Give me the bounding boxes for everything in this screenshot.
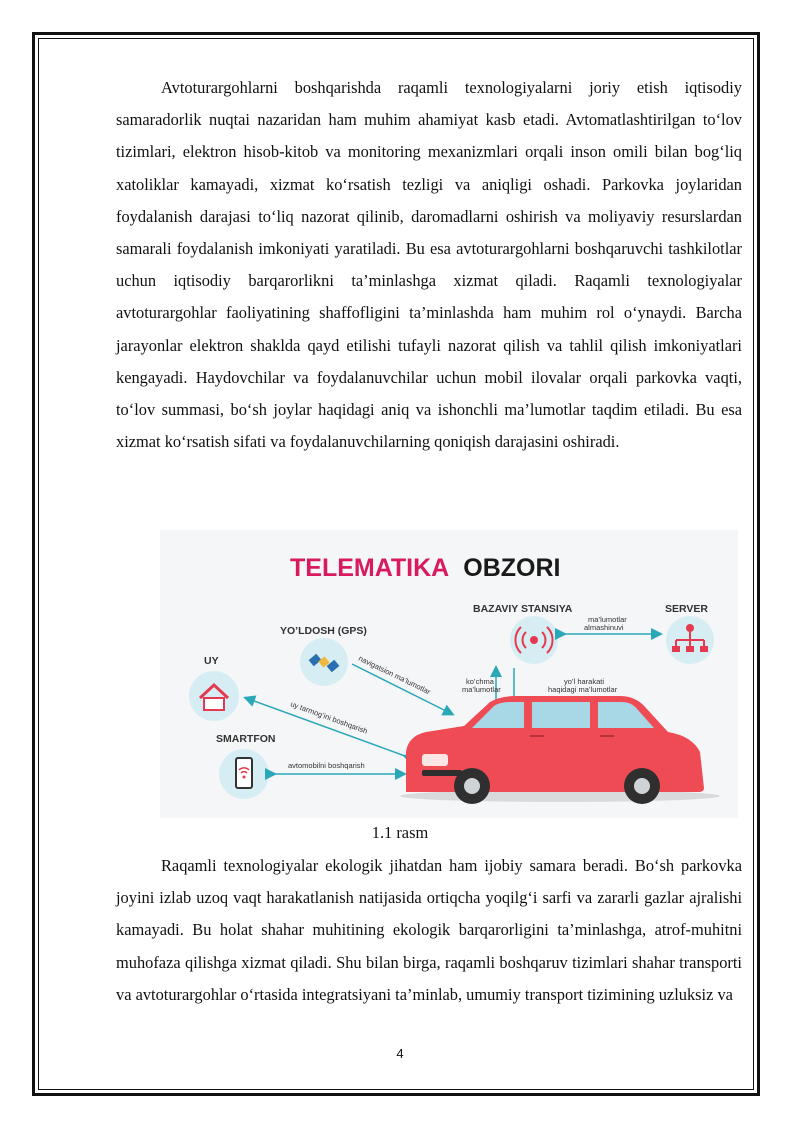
- gps-label: YO’LDOSH (GPS): [280, 625, 367, 637]
- paragraph-1: Avtoturargohlarni boshqarishda raqamli texnologiyalarni joriy etish iqtisodiy samaradorlik nuqtai nazaridan ham muhim ahamiyat kasb etadi. Avtomatlashtirilgan to‘lov tizimlari, elektron hisob-kitob va monitoring mexanizmlari orqali inson omili bilan bog‘liq xatoliklar kamayadi, xizmat ko‘rsatish tezligi va aniqligi oshadi. Parkovka joylaridan foydalanish darajasi to‘liq nazorat qilinib, daromadlarni oshirish va moliyaviy resurslardan samarali foydalanish imkoniyati yaratiladi. Bu esa avtoturargohlarni boshqaruvchi tashkilotlar uchun iqtisodiy barqarorlikni ta’minlashga xizmat qiladi. Raqamli texnologiyalar avtoturargohlar faoliyatining shaffofligini ta’minlashda ham muhim rol o‘ynaydi. Barcha jarayonlar elektron shaklda qayd etilishi tufayli nazorat qilish va tahlil qilish imkoniyatlari kengayadi. Haydovchilar va foydalanuvchilar uchun mobil ilovalar orqali parkovka vaqti, to‘lov summasi, bo‘sh joylar haqidagi aniq va ishonchli ma’lumotlar taqdim etiladi. Bu esa xizmat ko‘rsatish sifati va foydalanuvchilarning qoniqish darajasini oshiradi.: [116, 78, 742, 452]
- telematics-diagram: [160, 530, 738, 818]
- data-exchange-label-1: ma’lumotlar: [588, 615, 627, 624]
- paragraph-2: Raqamli texnologiyalar ekologik jihatdan ham ijobiy samara beradi. Bo‘sh parkovka joyini izlab uzoq vaqt harakatlanish natijasida ortiqcha yoqilg‘i sarfi va zararli gazlar ajralishi kamayadi. Bu holat shahar muhitining ekologik barqarorligini ta’minlashga, atrof-muhitni muhofaza qilishga xizmat qiladi. Shu bilan birga, raqamli boshqaruv tizimlari shahar transporti va avtoturargohlar o‘rtasida integratsiyani ta’minlab, umumiy transport tizimining uzluksiz va: [116, 856, 742, 1004]
- figure-title-part2: OBZORI: [463, 554, 561, 582]
- telematics-figure: [160, 530, 738, 818]
- home-network-label: uy tarmog’ini boshqarish: [289, 699, 369, 736]
- car-control-label: avtomobilni boshqarish: [288, 761, 365, 770]
- home-icon: [189, 671, 239, 721]
- figure-caption: 1.1 rasm: [371, 823, 429, 842]
- server-icon: [666, 616, 714, 664]
- satellite-icon: [300, 638, 348, 686]
- figure-title: [290, 554, 561, 582]
- movement-data-label-1: yo’l harakati: [564, 677, 605, 686]
- smartphone-label: SMARTFON: [216, 733, 276, 745]
- figure-title-part1: TELEMATIKA: [290, 554, 449, 582]
- home-label: UY: [204, 655, 219, 667]
- base-station-icon: [510, 616, 558, 664]
- data-exchange-label-2: almashinuvi: [584, 623, 624, 632]
- navigation-arrow: [352, 664, 452, 714]
- base-station-label: BAZAVIY STANSIYA: [473, 603, 573, 615]
- server-label: SERVER: [665, 603, 708, 615]
- page-number: 4: [396, 1046, 404, 1061]
- mobile-data-label-1: ko’chma: [466, 677, 494, 686]
- movement-data-label-2: haqidagi ma’lumotlar: [548, 685, 618, 694]
- home-network-arrow: [246, 698, 405, 756]
- smartphone-icon: [219, 749, 269, 799]
- mobile-data-label-2: ma’lumotlar: [462, 685, 501, 694]
- navigation-label: navigatsion ma’lumotlar: [357, 653, 432, 697]
